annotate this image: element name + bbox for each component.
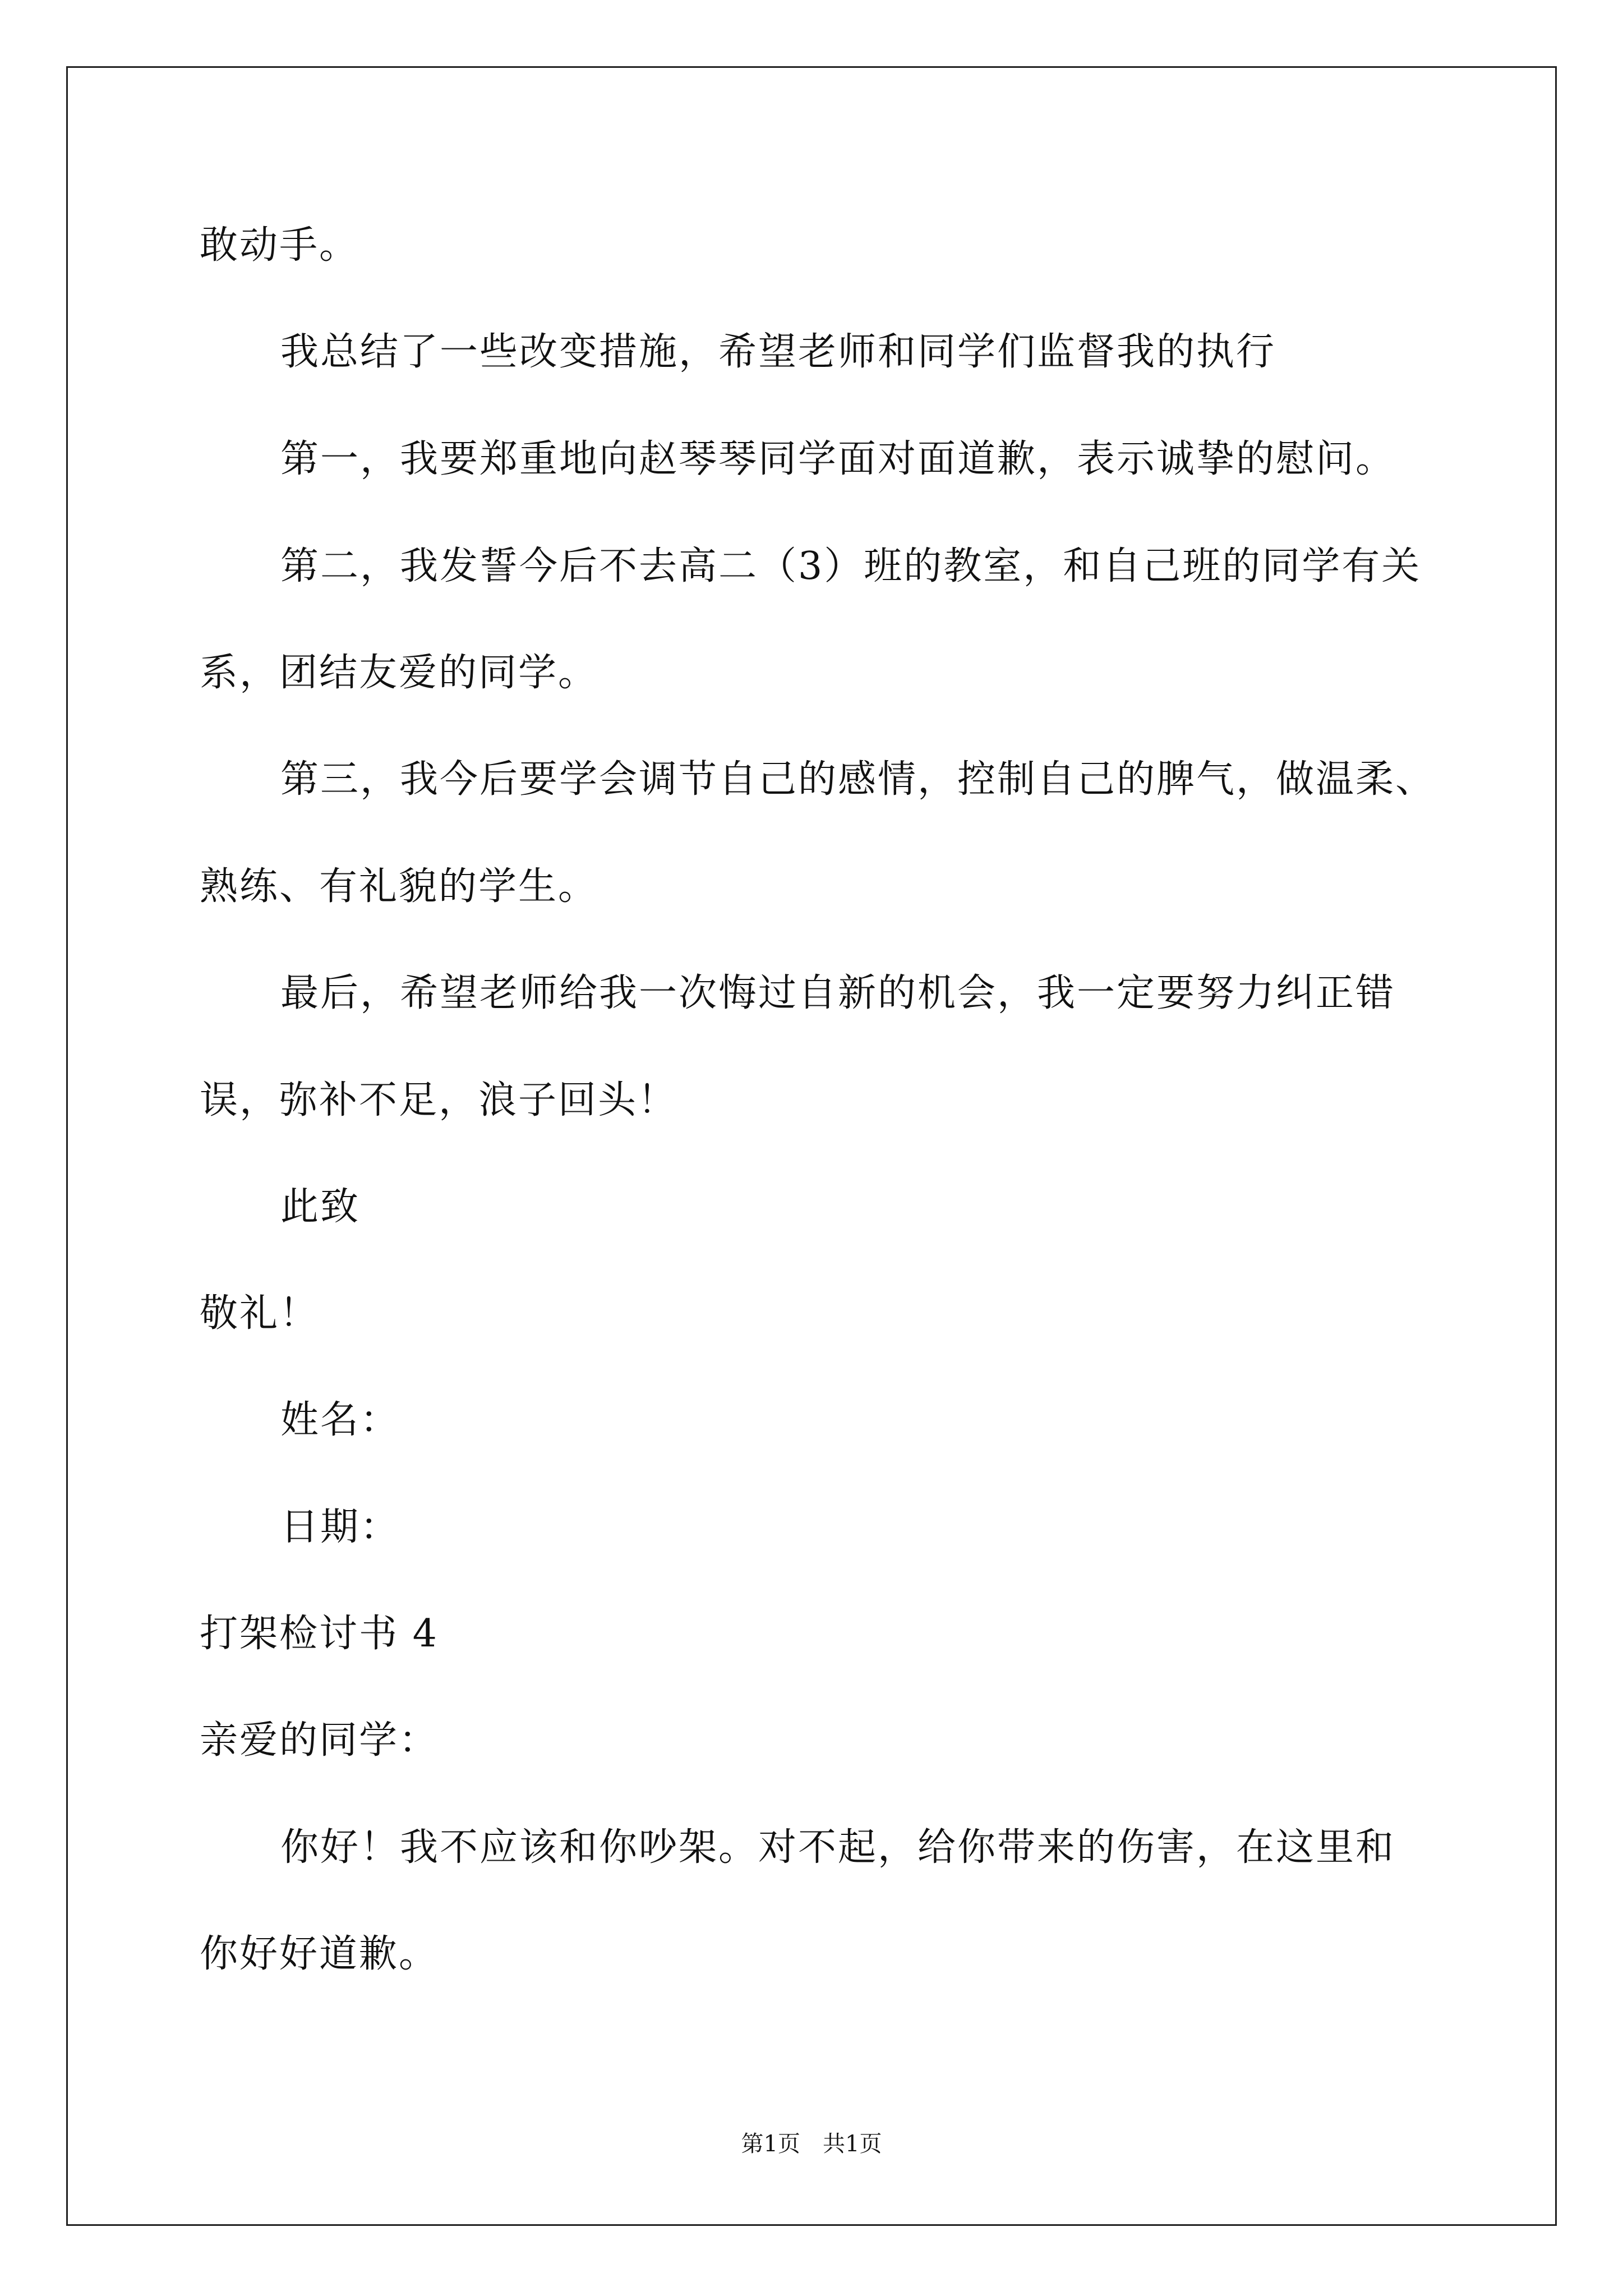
paragraph-apology: 你好！我不应该和你吵架。对不起，给你带来的伤害，在这里和: [280, 1825, 1396, 1870]
closing-regards: 敬礼！: [200, 1291, 320, 1336]
page-number-footer: 第1页 共1页: [741, 2131, 882, 2157]
letter-greeting: 亲爱的同学：: [200, 1718, 439, 1763]
paragraph-measures-intro: 我总结了一些改变措施，希望老师和同学们监督我的执行: [280, 330, 1276, 374]
paragraph-continuation: 敢动手。: [200, 223, 359, 268]
paragraph-finally-cont: 误，弥补不足，浪子回头！: [200, 1078, 678, 1122]
signature-name-label: 姓名：: [280, 1398, 400, 1442]
section-heading: 打架检讨书 4: [200, 1612, 439, 1656]
signature-date-label: 日期：: [280, 1505, 400, 1549]
paragraph-second-measure-cont: 系，团结友爱的同学。: [200, 651, 598, 695]
closing-salutation: 此致: [280, 1185, 361, 1229]
paragraph-third-measure-cont: 熟练、有礼貌的学生。: [200, 864, 598, 909]
paragraph-third-measure: 第三，我今后要学会调节自己的感情，控制自己的脾气，做温柔、: [280, 757, 1436, 802]
page-border: [66, 66, 1557, 2226]
paragraph-second-measure: 第二，我发誓今后不去高二（3）班的教室，和自己班的同学有关: [280, 544, 1422, 588]
paragraph-finally: 最后，希望老师给我一次悔过自新的机会，我一定要努力纠正错: [280, 971, 1396, 1015]
paragraph-first-measure: 第一，我要郑重地向赵琴琴同学面对面道歉，表示诚挚的慰问。: [280, 437, 1396, 481]
paragraph-apology-cont: 你好好道歉。: [200, 1932, 439, 1976]
